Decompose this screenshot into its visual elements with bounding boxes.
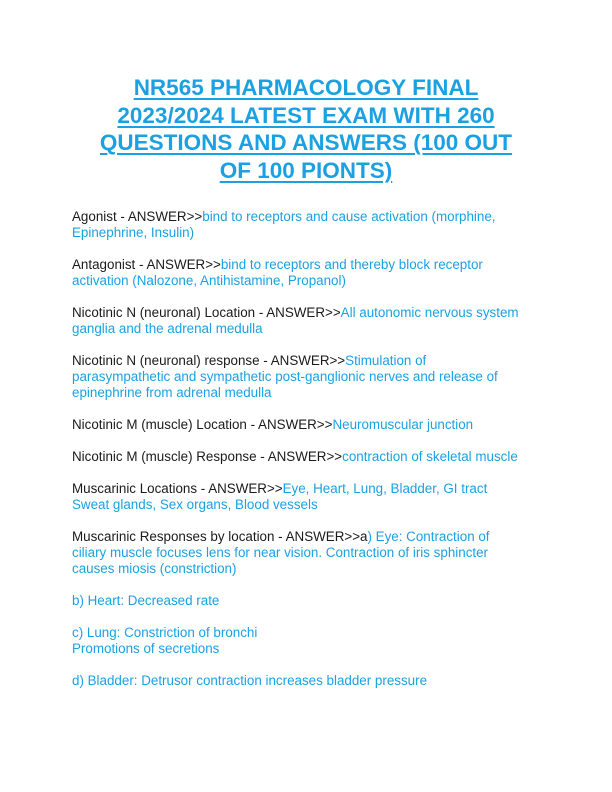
answer-text: ) Eye: Contraction of [367,529,490,544]
qa-line [72,305,552,321]
qa-list [72,209,552,705]
qa-entry [72,529,552,577]
qa-line [72,417,552,433]
qa-line [72,257,552,273]
qa-line [72,449,552,465]
question-text: Nicotinic N (neuronal) Location - ANSWER>> [72,305,341,320]
question-text: Agonist - ANSWER>> [72,209,203,224]
qa-line [72,497,552,513]
qa-line [72,369,552,385]
answer-text: Epinephrine, Insulin) [72,225,195,240]
qa-line [72,385,552,401]
qa-entry [72,353,552,401]
answer-text: c) Lung: Constriction of bronchi [72,625,258,640]
answer-text: bind to receptors and thereby block receptor [220,257,483,272]
document-title [70,74,542,184]
qa-entry [72,417,552,433]
qa-line [72,481,552,497]
qa-line [72,209,552,225]
answer-text: Neuromuscular junction [332,417,474,432]
qa-entry [72,625,552,657]
answer-text: ganglia and the adrenal medulla [72,321,263,336]
answer-text: b) Heart: Decreased rate [72,593,220,608]
answer-text: Sweat glands, Sex organs, Blood vessels [72,497,318,512]
question-text: Nicotinic N (neuronal) response - ANSWER>> [72,353,346,368]
qa-line [72,673,552,689]
qa-entry [72,449,552,465]
qa-line [72,593,552,609]
answer-text: epinephrine from adrenal medulla [72,385,272,400]
qa-line [72,321,552,337]
answer-text: causes miosis (constriction) [72,561,237,576]
question-text: Nicotinic M (muscle) Response - ANSWER>> [72,449,343,464]
question-text: Muscarinic Responses by location - ANSWER>>a [72,529,368,544]
qa-line [72,545,552,561]
qa-entry [72,305,552,337]
answer-text: parasympathetic and sympathetic post-ganglionic nerves and release of [72,369,498,384]
qa-line [72,353,552,369]
answer-text: Eye, Heart, Lung, Bladder, GI tract [282,481,488,496]
question-text: Muscarinic Locations - ANSWER>> [72,481,283,496]
answer-text: bind to receptors and cause activation (morphine, [202,209,496,224]
answer-text: All autonomic nervous system [340,305,519,320]
qa-line [72,529,552,545]
qa-line [72,225,552,241]
qa-line [72,273,552,289]
qa-line [72,625,552,641]
qa-entry [72,481,552,513]
qa-entry [72,593,552,609]
qa-entry [72,673,552,689]
answer-text: contraction of skeletal muscle [342,449,518,464]
answer-text: Stimulation of [345,353,427,368]
answer-text: d) Bladder: Detrusor contraction increases bladder pressure [72,673,428,688]
qa-line [72,641,552,657]
qa-entry [72,257,552,289]
title-line: 2023/2024 LATEST EXAM WITH 260 [117,102,495,128]
title-line: QUESTIONS AND ANSWERS (100 OUT [99,130,513,155]
qa-line [72,561,552,577]
title-line: NR565 PHARMACOLOGY FINAL [133,75,479,100]
answer-text: activation (Nalozone, Antihistamine, Propanol) [72,273,346,288]
answer-text: Promotions of secretions [72,641,220,656]
title-line: OF 100 PIONTS) [219,157,393,183]
qa-entry [72,209,552,241]
question-text: Nicotinic M (muscle) Location - ANSWER>> [72,417,333,432]
question-text: Antagonist - ANSWER>> [72,257,221,272]
answer-text: ciliary muscle focuses lens for near vision. Contraction of iris sphincter [72,545,489,560]
